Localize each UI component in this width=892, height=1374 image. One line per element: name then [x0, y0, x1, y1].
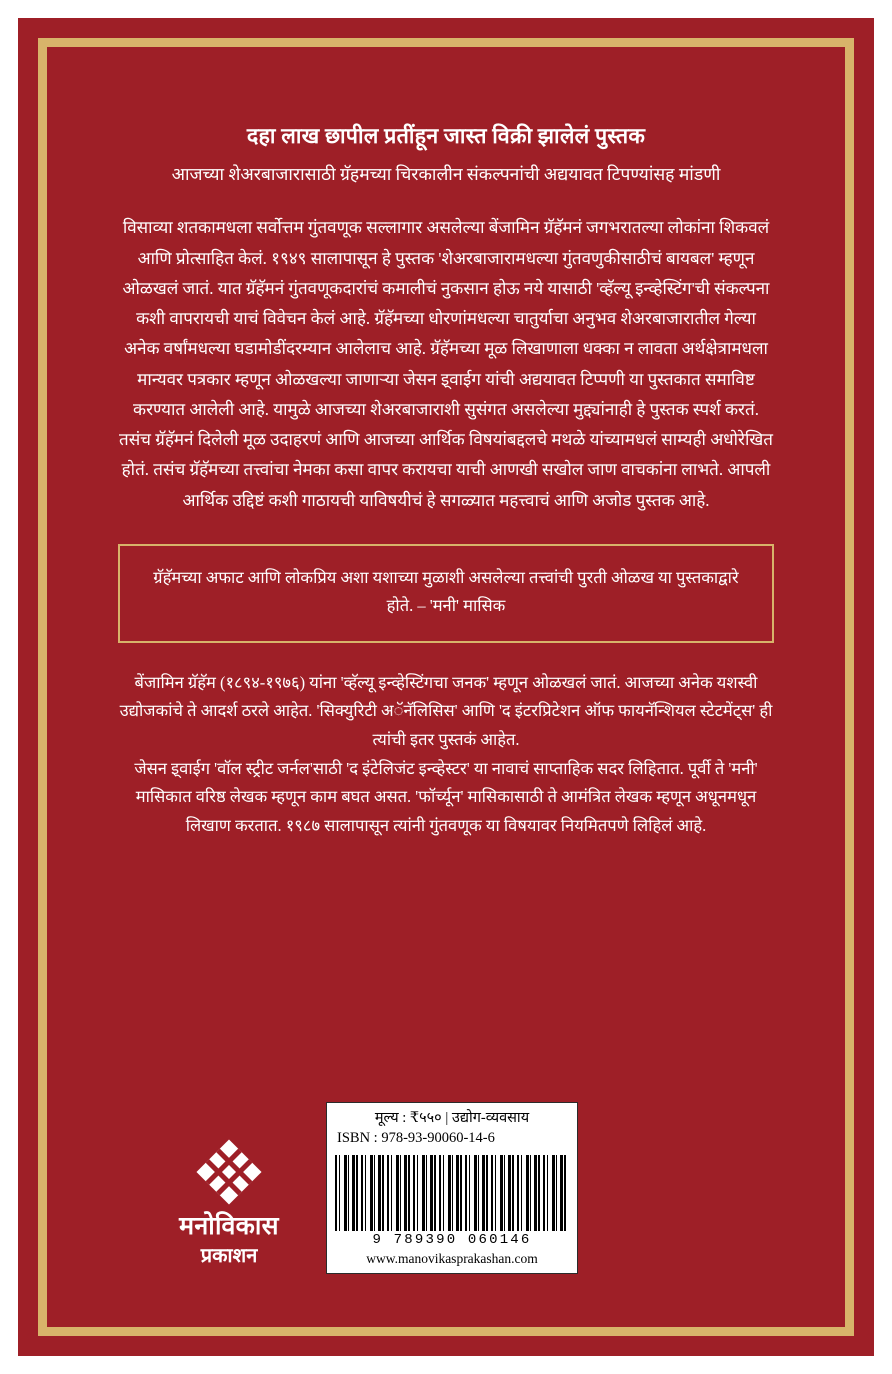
- subheadline: आजच्या शेअरबाजारासाठी ग्रॅहमच्या चिरकालीन संकल्पनांची अद्ययावत टिपण्यांसह मांडणी: [171, 164, 721, 185]
- cover-background: [18, 18, 874, 1356]
- description-text: विसाव्या शतकामधला सर्वोत्तम गुंतवणूक सल्लागार असलेल्या बेंजामिन ग्रॅहॅमनं जगभरातल्या लोकांना शिकवलं आणि प्रोत्साहित केलं. १९४९ सालापासून हे पुस्तक 'शेअरबाजारामधल्या गुंतवणुकीसाठीचं बायबल' म्हणून ओळखलं जातं. यात ग्रॅहॅमनं गुंतवणूकदारांचं कमालीचं नुकसान होऊ नये यासाठी 'व्हॅल्यू इन्व्हेस्टिंग'ची संकल्पना कशी वापरायची याचं विवेचन केलं आहे. ग्रॅहॅमच्या धोरणांमधल्या चातुर्याचा अनुभव शेअरबाजारातील गेल्या अनेक वर्षांमधल्या घडामोडींदरम्यान आलेलाच आहे. ग्रॅहॅमच्या मूळ लिखाणाला धक्का न लावता अर्थक्षेत्रामधला मान्यवर पत्रकार म्हणून ओळखल्या जाणाऱ्या जेसन इ्वाईग यांची अद्ययावत टिप्पणी या पुस्तकात समाविष्ट करण्यात आलेली आहे. यामुळे आजच्या शेअरबाजाराशी सुसंगत असलेल्या मुद्द्यांनाही हे पुस्तक स्पर्श करतं. तसंच ग्रॅहॅमनं दिलेली मूळ उदाहरणं आणि आजच्या आर्थिक विषयांबद्दलचे मथळे यांच्यामधलं साम्यही अधोरेखित होतं. तसंच ग्रॅहॅमच्या तत्त्वांचा नेमका कसा वापर करायचा याची आणखी सखोल जाण वाचकांना लाभते. आपली आर्थिक उद्दिष्टं कशी गाठायची याविषयीचं हे सगळ्यात महत्त्वाचं आणि अजोड पुस्तक आहे.: [119, 218, 773, 510]
- barcode-digits: 9 789390 060146: [372, 1232, 532, 1248]
- review-quote-box: [118, 544, 774, 643]
- barcode-block: [326, 1102, 578, 1274]
- author-bio-graham: बेंजामिन ग्रॅहॅम (१८९४-१९७६) यांना 'व्हॅल्यू इन्व्हेस्टिंगचा जनक' म्हणून ओळखलं जातं. आजच्या अनेक यशस्वी उद्योजकांचे ते आदर्श ठरले आहेत. 'सिक्युरिटी अॅनॅलिसिस' आणि 'द इंटरप्रिटेशन ऑफ फायनॅन्शियल स्टेटमेंट्स' ही त्यांची इतर पुस्तकं आहेत.: [119, 672, 773, 749]
- inner-panel: [76, 76, 816, 1298]
- publisher-name: मनोविकास: [179, 1213, 279, 1241]
- barcode-icon: [335, 1155, 569, 1231]
- publisher-subtitle: प्रकाशन: [200, 1245, 258, 1267]
- publisher-logo-icon: [196, 1139, 262, 1205]
- author-bio-zweig: जेसन इ्वाईग 'वॉल स्ट्रीट जर्नल'साठी 'द इंटेलिजंट इन्व्हेस्टर' या नावाचं साप्ताहिक सदर लिहितात. पूर्वी ते 'मनी' मासिकात वरिष्ठ लेखक म्हणून काम बघत असत. 'फॉर्च्यून' मासिकासाठी ते आमंत्रित लेखक म्हणून अधूनमधून लिखाण करतात. १९८७ सालापासून त्यांनी गुंतवणूक या विषयावर नियमितपणे लिहिलं आहे.: [134, 758, 758, 836]
- isbn-line: ISBN : 978-93-90060-14-6: [337, 1130, 495, 1147]
- cover-footer: [76, 1084, 816, 1274]
- price-line: मूल्य : ₹५५० | उद्योग-व्यवसाय: [374, 1109, 530, 1126]
- author-bio-block: [118, 669, 774, 841]
- publisher-block: [144, 1139, 314, 1268]
- description-block: [118, 213, 774, 516]
- headline: दहा लाख छापील प्रतींहून जास्त विक्री झालेलं पुस्तक: [246, 124, 646, 148]
- gold-border-frame: [38, 38, 854, 1336]
- review-quote-text: ग्रॅहॅमच्या अफाट आणि लोकप्रिय अशा यशाच्या मुळाशी असलेल्या तत्त्वांची पुरती ओळख या पुस्तकाद्वारे होते. – 'मनी' मासिक: [153, 567, 739, 616]
- publisher-website: www.manovikasprakashan.com: [366, 1251, 538, 1266]
